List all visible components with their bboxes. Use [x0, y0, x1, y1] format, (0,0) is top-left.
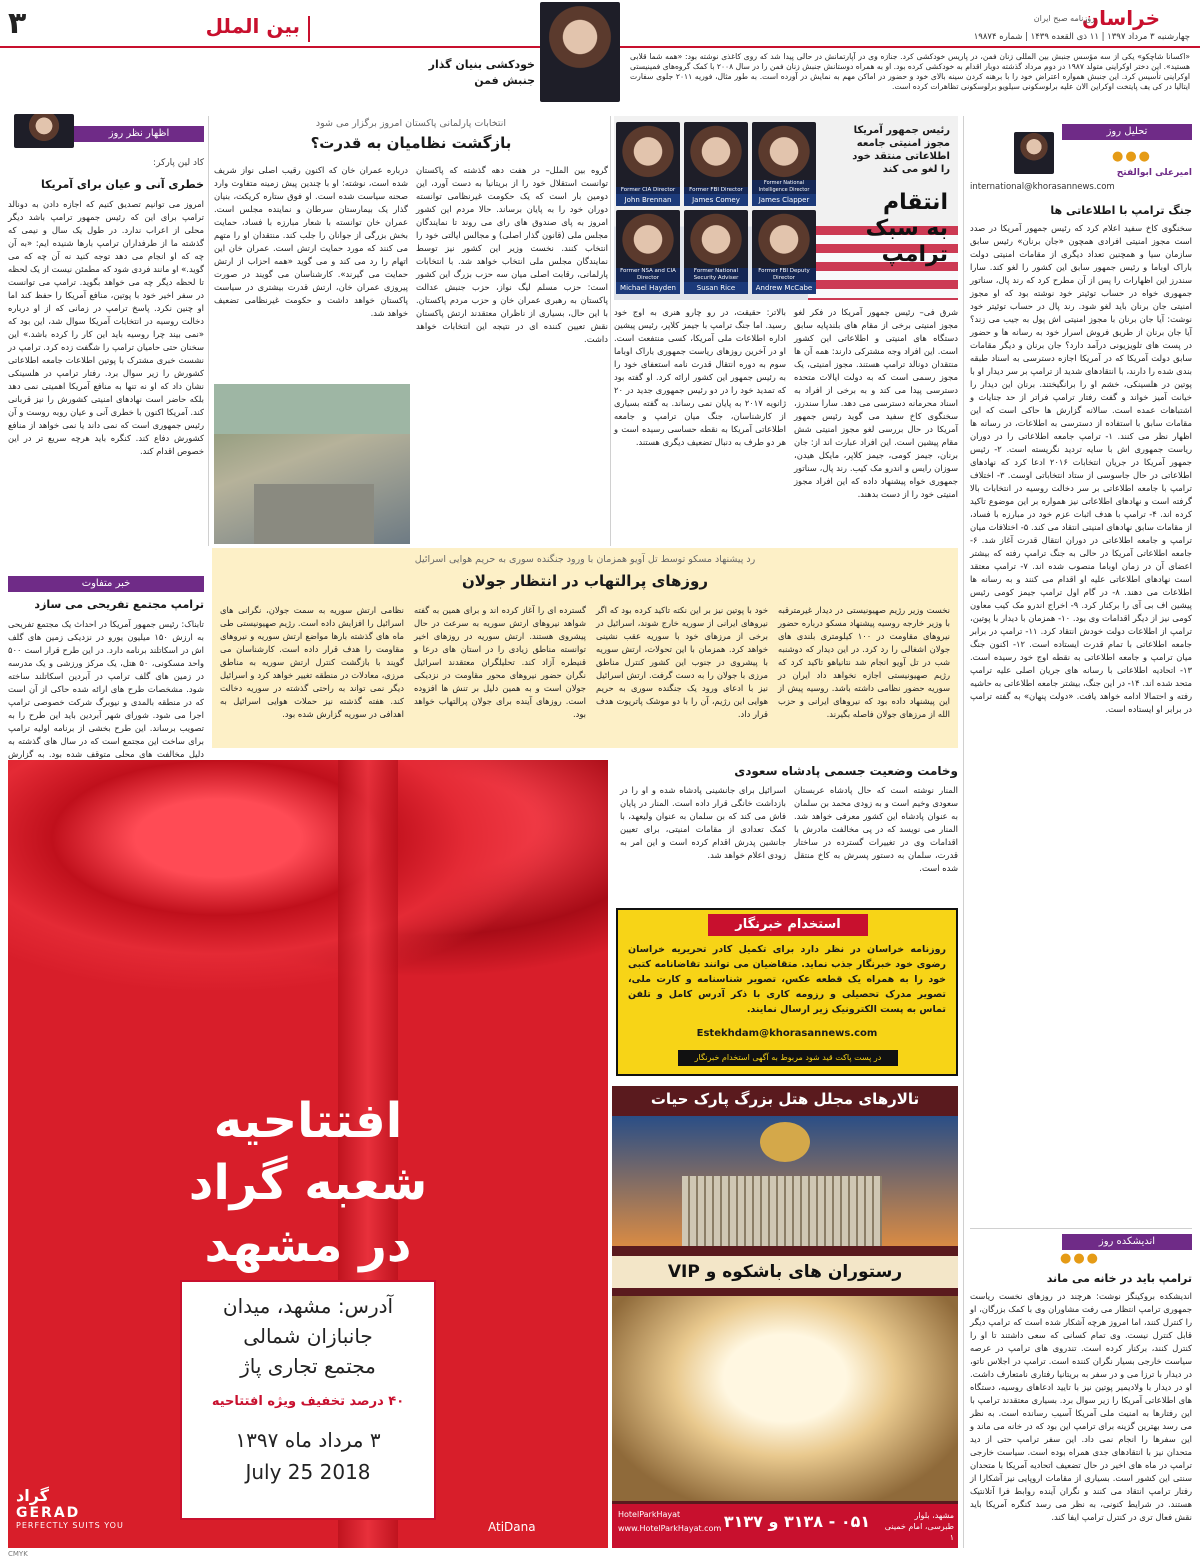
pakistan-body-2: درباره عمران خان که اکنون رقیب اصلی نواز شریف شده است، نوشته: او با چندین پیش زمینه متفاوت وارد صحنه سیاست شده است. او فوق ستاره کریکت، بنیان گذار یک بیمارستان سرطان و نماینده مجلس است. عمران خان توانسته با شعار مبارزه با فساد، حمایت بخش بزرگی از جوانان را جلب کند. منتقدان او را متهم می کنند که مورد حمایت ارتش است. عمران خان این اتهام را رد می کند و می گوید «همه احزاب از ارتش حمایت می گیرند». کارشناسان می گویند در صورت پیروزی عمران خان، ارتش قدرت بیشتری در سیاست پاکستان خواهد داشت و حکومت غیرنظامی تضعیف خواهد شد. — [214, 165, 408, 318]
ornament-dots: ●●● — [1111, 149, 1153, 164]
hotel-subtitle: رستوران های باشکوه و VIP — [612, 1256, 958, 1288]
official-role: Former National Intelligence Director — [752, 180, 816, 194]
official-name: Susan Rice — [684, 282, 748, 294]
feature-body-1: شرق فی– رئیس جمهور آمریکا در فکر لغو مجوز امنیتی برخی از مقام های بلندپایه سابق دستگاه های امنیتی و اطلاعاتی این کشور است. این افراد وجه مشترکی دارند: همه آن ها منتقدان دونالد ترامپ هستند. مجوز امنیتی، یک مجوز رسمی است که به دولت ایالات متحده دسترسی پیدا می کند و به برخی از افراد به اسناد محرمانه دسترسی می دهد. سارا سندرز، سخنگوی کاخ سفید می گوید رئیس جمهور آمریکا در حال بررسی لغو مجوز امنیتی شش مقام پیشین است. این افراد عبارت اند از: جان برنان، جیمز کومی، جیمز کلاپر، مایکل هیدن، سوزان رایس و اندرو مک کیب. رند پال، سناتور جمهوری خواه پیشنهاد داده که این افراد مجوز امنیتی خود را از دست بدهند. — [794, 307, 958, 499]
gerad-title-2: شعبه گراد — [188, 1155, 428, 1211]
author-name: امیرعلی ابوالفتح — [1116, 168, 1192, 178]
official-photo — [752, 210, 816, 294]
official-name: James Clapper — [752, 194, 816, 206]
feature-headline — [810, 124, 950, 176]
teaser-text: «اکسانا شاچکو» یکی از سه مؤسس جنبش بین المللی زنان فمن، در پاریس خودکشی کرد. جنازه وی در آپارتمانش در حالی پیدا شد که روی کاغذی نوشته بود: «همه شما قلابی هستید». این دختر اوکراینی متولد ۱۹۸۷ در دوم مرداد گذشته دوبار اقدام به خودکشی کرده بود. او به همراه دوستانش جنبش زنان فمن را در سال ۲۰۰۸ با کمک گروه‌های فمینیستی اوکراینی تأسیس کرد. این جنبش همواره اعتراض خود را با برهنه کردن سینه بالای خود و حضور در اماکن مهم به نمایش در آورده است. به طور مثال، فوریه ۲۰۱۱ جلوی سفارت ایتالیا در کی یف پایتخت اوکراین الان علیه برلوسکونی سیلویو برلوسکونی تظاهرات کرده است. — [629, 52, 1190, 91]
pakistan-body-1: گروه بین الملل– در هفت دهه گذشته که پاکستان توانست استقلال خود را از بریتانیا به دست آورد، این دومین بار است که یک حکومت غیرنظامی توانسته دوران خود را به پایان برساند. حالا مردم این کشور امروز به پای صندوق های رای می روند تا نمایندگان مجلس ملی (قانون گذار اصلی) و مجالس ایالتی خود را انتخاب کنند. نخست وزیر این کشور نیز توسط نمایندگان مجلس ملی انتخاب خواهد شد. با انتخابات پارلمانی، رقابت اصلی میان سه حزب بزرگ این کشور است: حزب مسلم لیگ نواز، حزب جنبش عدالت پاکستان به رهبری عمران خان و حزب مردم پاکستان. با این حال، بسیاری از ناظران معتقدند ارتش پاکستان نقش تعیین کننده ای در نتیجه این انتخابات خواهد داشت. — [416, 165, 608, 344]
logo-subtitle: روزنامه صبح ایران — [1033, 14, 1095, 23]
ad-hotel[interactable] — [612, 1086, 958, 1548]
official-photo — [684, 122, 748, 206]
column-rule — [963, 116, 964, 1548]
official-name: James Comey — [684, 194, 748, 206]
opinion-body: امروز می توانیم تصدیق کنیم که اجازه دادن به دونالد ترامپ برای این که رئیس جمهور ترامپ باشد دیگر محلی از اعراب ندارد. در طول یک سال و نیمی که گذشته ما از طرفداران ترامپ بارها شنیده ایم: «به آن چه که او انجام می دهد توجه کنید نه آن چه که می گوید.» او مانند فردی شود که مطمئن نیست از یک لحظه تا لحظه دیگر چه می خواهد بگوید. ترامپ می توانست در سفر اخیر خود با پوتین، منافع آمریکا را حفظ کند اما او چنین نکرد. پاسخ ترامپ در زمانی که از او درباره دخالت روسیه در انتخابات آمریکا سوال شد، این بود که «نمی بیند چرا روسیه باید این کار را کرده باشد.» این سخنان حتی حامیان ترامپ را شگفت زده کرد. ترامپ در نشست خبری مشترک با پوتین اطلاعات جامعه اطلاعاتی کشورش را زیر سوال برد. رفتار ترامپ در هلسینکی نشان داد که او نه تنها به منافع آمریکا اهمیتی نمی دهد بلکه حاضر است نهادهای امنیتی کشورش را نیز قربانی کند. آمریکا اکنون با خطری آنی و عیان روبه روست و آن رئیس جمهوری است که نمی داند یا نمی خواهد از منافع کشورش دفاع کند. کنگره باید هرچه سریع تر در این خصوص اقدام کند. — [8, 199, 204, 456]
teaser-title-2: جنبش فمن — [474, 74, 535, 87]
jobs-body: روزنامه خراسان در نظر دارد برای تکمیل کادر تحریریه خراسان رضوی خود خبرنگار جذب نماید. متقاضیان می توانند تقاضانامه کتبی خود را به همراه یک قطعه عکس، تصویر شناسنامه و کارت ملی، تصویر مدرک تحصیلی و رزومه کاری با ذکر آدرس کامل و تلفن تماس به پست الکترونیک زیر ارسال نمایند. — [628, 944, 946, 1015]
gerad-address-1: آدرس: مشهد، میدان — [222, 1294, 394, 1318]
official-name: John Brennan — [616, 194, 680, 206]
left-column — [8, 110, 204, 759]
ad-jobs[interactable] — [616, 908, 958, 1076]
teaser-title-1: خودکشی بنیان گذار — [428, 58, 535, 71]
header-divider — [308, 16, 310, 42]
ribbon-bow — [8, 760, 608, 1020]
official-role: Former FBI Deputy Director — [752, 268, 816, 282]
section-title: بین الملل — [205, 14, 300, 38]
author-email: international@khorasannews.com — [970, 182, 1115, 192]
pakistan-kicker: انتخابات پارلمانی پاکستان امروز برگزار می شود — [315, 118, 507, 129]
partner-logo: AtiDana — [488, 1520, 536, 1534]
analysis-label: تحلیل روز — [1062, 124, 1192, 140]
gerad-title-3: در مشهد — [204, 1217, 412, 1273]
saudi-body-2: اسرائیل برای جانشینی پادشاه شده و او را در بازداشت خانگی قرار داده است. المنار در پایان فاش می کند که بن سلمان به عنوان ولیعهد، با کمک تعدادی از مقامات امنیتی، برای تعیین جانشین پدرش اقدام کرده است و این امر به زودی اعلام خواهد شد. — [620, 785, 786, 860]
different-news-label: خبر متفاوت — [8, 576, 204, 592]
big-title-1: انتقام — [882, 190, 948, 215]
cmyk-mark: CMYK — [8, 1550, 28, 1558]
gerad-logo — [16, 1486, 166, 1542]
official-role: Former NSA and CIA Director — [616, 268, 680, 282]
masthead — [973, 6, 1190, 44]
author-photo — [1014, 132, 1054, 174]
ad-gerad[interactable] — [8, 760, 608, 1548]
hotel-logo-icon — [760, 1122, 810, 1162]
photo-sky — [214, 384, 410, 434]
different-news-title: ترامپ مجتمع تفریحی می سازد — [34, 598, 204, 611]
official-photo — [616, 122, 680, 206]
gerad-date-fa: ۳ مرداد ماه ۱۳۹۷ — [235, 1428, 381, 1452]
hall-photo — [612, 1296, 958, 1501]
address-card — [180, 1280, 436, 1520]
gerad-brand: GERAD — [16, 1505, 81, 1521]
golan-body-4: نظامی ارتش سوریه به سمت جولان، نگرانی های اسرائیل را افزایش داده است. رژیم صهیونیستی طی ماه های گذشته بارها مواضع ارتش سوریه و نیروهای مقاومت را هدف قرار داده است. کارشناسان می گویند با بازگشت کنترل ارتش سوریه به مناطق مرزی، معادلات در منطقه تغییر خواهد کرد و اسرائیل دیگر نمی تواند به راحتی گذشته در سوریه دخالت کند. هفته گذشته نیز حملات هوایی اسرائیل به اهدافی در سوریه گزارش شده بود. — [220, 605, 404, 719]
gerad-address-3: مجتمع تجاری پاژ — [240, 1354, 376, 1378]
official-role: Former National Security Adviser — [684, 268, 748, 282]
page-number: ۳ — [8, 6, 27, 41]
gerad-title-1: افتتاحیه — [213, 1093, 403, 1149]
hotel-building — [682, 1176, 882, 1246]
jobs-footer: در پست پاکت قید شود مربوط به آگهی استخدام خبرنگار — [678, 1050, 898, 1066]
hotel-address: مشهد، بلوار طبرسی، امام خمینی ۱ — [884, 1511, 954, 1542]
official-role: Former FBI Director — [684, 187, 748, 194]
official-name: Andrew McCabe — [752, 282, 816, 294]
golan-box — [212, 548, 958, 748]
issue-date: چهارشنبه ۳ مرداد ۱۳۹۷ | ۱۱ ذی القعده ۱۴۳۹ | شماره ۱۹۸۷۴ — [973, 32, 1190, 42]
photo-road — [254, 484, 374, 544]
headline-line-4: را لغو می کند — [882, 164, 950, 175]
gerad-date-en: July 25 2018 — [245, 1460, 371, 1484]
logo: خراسان — [1082, 6, 1160, 30]
opinion-author: کاد لین پارکر: — [153, 158, 204, 168]
saudi-title: وخامت وضعیت جسمی پادشاه سعودی — [734, 764, 958, 778]
hotel-web-1[interactable]: HotelParkHayat — [618, 1510, 681, 1519]
gerad-tagline: PERFECTLY SUITS YOU — [16, 1521, 124, 1530]
hotel-phone[interactable]: ۰۵۱ - ۳۱۳۸ و ۳۱۳۷ — [723, 1512, 871, 1531]
analysis-title: جنگ ترامپ با اطلاعاتی ها — [1050, 204, 1192, 217]
official-photo — [752, 122, 816, 206]
official-photo — [616, 210, 680, 294]
opinion-label: اظهار نظر روز — [74, 126, 204, 142]
opinion-photo — [14, 114, 74, 148]
pakistan-title: بازگشت نظامیان به قدرت؟ — [310, 134, 512, 152]
page-header — [0, 0, 1200, 110]
thinktank-title: ترامپ باید در خانه می ماند — [1046, 1272, 1192, 1285]
headline-line-3: اطلاعاتی منتقد خود — [852, 151, 950, 162]
thinktank-label: اندیشکده روز — [1062, 1234, 1192, 1250]
official-photo — [684, 210, 748, 294]
ornament-dots-2: ●●● — [1059, 1251, 1101, 1266]
big-title-3: ترامپ — [881, 242, 948, 267]
analysis-body: سخنگوی کاخ سفید اعلام کرد که رئیس جمهور آمریکا در صدد است مجوز امنیتی افرادی همچون «جان برنان» رئیس سابق سازمان سیا و همچنین تعداد دیگری از مقامات امنیتی دولت باراک اوباما و رئیس جمهور سابق این کشور را لغو کند. سارا سندرز این اظهارات را پس از آن مطرح کرد که رند پال، سناتور جمهوری خواه در حساب توئیتر خود نوشته بود که او مجوز امنیتی جان برنان باید لغو شود. رند پال در حساب توئیتر خود نوشت: آیا جان برنان با مجوز امنیتی اش پول به جیب می زند؟ آیا جان برنان از طریق فروش اسرار خود به رسانه ها و حضور در پست های تلویزیونی درآمد دارد؟ جان برنان و دیگر مقامات سابق دولت آمریکا که در آمریکا اجازه دسترسی به اسناد طبقه بندی شده را دارند، با انتقادهای شدید از ترامپ بر سر دیدار او با پوتین در هلسینکی، خشم او را برانگیختند. برنان این دیدار را خیانت آمیز خواند و گفت رفتار ترامپ فراتر از حد جنایات و اشتباهات عمده است. سالانه گزارش ها حاکی است که این مقامات سابق با استفاده از دسترسی به اطلاعات، در رسانه ها اظهار نظر می کنند. ۱- ترامپ جامعه اطلاعاتی را در دوران ریاست جمهوری اش با سایه تردید نگریسته است. ۲- رئیس جمهور آمریکا در جریان انتخابات ۲۰۱۶ ادعا کرد که نهادهای اطلاعاتی در حال جاسوسی از ستاد انتخاباتی اوست. ۳- اختلاف ترامپ با جامعه اطلاعاتی بر سر دخالت روسیه در انتخابات بالا گرفته است و نهادهای اطلاعاتی نیز همواره بر این موضوع تاکید کرده اند. ۴- ترامپ با هدف اثبات عزم خود در مبارزه با فساد، از مقامات سابق نهادهای امنیتی انتقاد می کند. ۵- اختلافات میان ترامپ و جامعه اطلاعاتی در دوران انتقال قدرت آغاز شد. ۶- جامعه اطلاعاتی آمریکا در حالی به جنگ ترامپ رفته که بیشتر اعضای آن در زمان اوباما منصوب شده اند. ۷- ترامپ معتقد است نهادهای اطلاعاتی علیه او اقدام می کنند و به رسانه ها اطلاعات می دهند. ۸- در گام اول ترامپ جیمز کومی رئیس پیشین اف بی آی را برکنار کرد. ۹- اخراج اندرو مک کیب معاون کومی نیز از دیگر اقدامات وی بود. ۱۰- همزمان با دیدار با پوتین، ترامپ از اطلاعات دولت خودش انتقاد کرد. ۱۱- ترامپ در برابر جامعه اطلاعاتی با تمام قدرت ایستاده است. ۱۲- اکنون جنگ میان ترامپ و جامعه اطلاعاتی به نقطه اوج خود رسیده است. ۱۳- اتحادیه اطلاعاتی با رسانه های جریان اصلی علیه ترامپ متحد شده اند. ۱۴- در این جنگ، بیشتر جامعه اطلاعاتی به حاشیه رفته و احتمالا ادامه خواهد یافت. «دولت پنهان» به گفته ترامپ در برابر او ایستاده است. — [969, 223, 1192, 714]
golan-title: روزهای پرالتهاب در انتظار جولان — [461, 572, 709, 590]
saudi-body-1: المنار نوشته است که حال پادشاه عربستان سعودی وخیم است و به زودی محمد بن سلمان به عنوان پادشاه این کشور معرفی خواهد شد. المنار می نویسد که در پی مخالفت مادرش با اقدامات وی در تغییرات گسترده در ساختار قدرت، سلمان به دستور پسرش به کاخ منتقل شده است. — [794, 785, 958, 873]
jobs-title: استخدام خبرنگار — [708, 914, 868, 936]
golan-body-1: نخست وزیر رژیم صهیونیستی در دیدار غیرمترقبه با وزیر خارجه روسیه پیشنهاد مسکو درباره حضور نیروهای مقاومت در ۱۰۰ کیلومتری بلندی های جولان اشغالی را رد کرد. در این دیدار که دوشنبه شب در تل آویو انجام شد نتانیاهو تاکید کرد که رژیم صهیونیستی اجازه نخواهد داد ایران در سوریه حضور نظامی داشته باشد. روسیه پیش از این پیشنهاد داده بود که نیروهای ایرانی و حزب الله از مرزهای جولان فاصله بگیرند. — [778, 605, 950, 719]
feature-graphic — [614, 116, 958, 300]
feature-body-2: بالاتر: حقیقت، در رو چارو هنری به اوج خود رسید. اما جنگ ترامپ با جیمز کلاپر، رئیس پیشین اداره اطلاعات ملی آمریکا، کسی منتفعت است. او در آخرین روزهای ریاست جمهوری باراک اوباما سوم به دوره انتقال قدرت نامه استعفای خود را به رئیس جمهور این کشور ارائه کرد. او گفته بود که تمدید خود را در دو رئیس جمهوری جدید در ۲۰ ژانویه ۲۰۱۷ به پایان نمی رساند. به گفته بسیاری از کارشناسان، جنگ میان ترامپ و جامعه اطلاعاتی آمریکا به نقطه حساسی رسیده است و هر دو طرف به دنبال تضعیف دیگری هستند. — [614, 307, 787, 447]
hotel-web-2[interactable]: www.HotelParkHayat.com — [618, 1524, 722, 1533]
column-rule — [610, 116, 611, 546]
headline-line-1: رئیس جمهور آمریکا — [853, 125, 950, 136]
feature-big-title — [808, 190, 948, 268]
official-role: Former CIA Director — [616, 187, 680, 194]
gerad-headline — [8, 1090, 608, 1276]
big-title-2: به سبک — [865, 216, 948, 241]
gerad-address-2: جانبازان شمالی — [243, 1324, 373, 1348]
hotel-title: تالارهای مجلل هتل بزرگ پارک حیات — [650, 1090, 920, 1108]
headline-line-2: مجوز امنیتی جامعه — [856, 138, 950, 149]
gerad-offer: ۴۰ درصد تخفیف ویژه افتتاحیه — [211, 1394, 405, 1409]
teaser-photo — [540, 2, 620, 102]
right-column — [970, 116, 1192, 1548]
jobs-email[interactable]: Estekhdam@khorasannews.com — [696, 1028, 878, 1039]
official-name: Michael Hayden — [616, 282, 680, 294]
opinion-title: خطری آنی و عیان برای آمریکا — [40, 178, 204, 191]
golan-kicker: رد پیشنهاد مسکو توسط تل آویو همزمان با ورود جنگنده سوری به حریم هوایی اسرائیل — [414, 554, 756, 565]
right-divider — [970, 1228, 1192, 1229]
column-rule — [208, 116, 209, 546]
gerad-brand-fa: گراد — [16, 1486, 49, 1505]
golan-body-3: گسترده ای را آغاز کرده اند و برای همین به گفته شواهد نیروهای ارتش سوریه به سرعت در حال پیشروی هستند. ارتش سوریه در روزهای اخیر توانسته مناطق زیادی را در استان های درعا و قنیطره آزاد کند. تحلیلگران معتقدند اسرائیل نگران حضور نیروهای محور مقاومت در نزدیکی جولان است و به همین دلیل بر تنش ها افزوده است. روزهای آینده برای جولان پرالتهاب خواهد بود. — [414, 605, 586, 719]
thinktank-body: اندیشکده بروکینگز نوشت: هرچند در روزهای نخست ریاست جمهوری ترامپ انتظار می رفت مشاوران وی با کمک بزرگان، او را کنترل کنند، اما امروز هرچه آشکار شده است که ترامپ دیگر قابل کنترل نیست. وی تمام کسانی که سعی داشتند تا او را کنترل کنند، برکنار کرده است. تندروی های ترامپ در عرصه سیاست خارجی بسیار نگران کننده است. ترامپ در اجلاس ناتو، در دیدار با ترزا می و در سفر به بریتانیا رفتاری نامتعارف داشت. او در دیدار با ولادیمیر پوتین نیز با تایید ادعاهای روسیه، دستگاه های اطلاعاتی آمریکا را زیر سوال برد. بسیاری معتقدند ترامپ با این رفتارها به امنیت ملی آمریکا آسیب رسانده است. به نظر می رسد بهترین گزینه برای ترامپ این بود که در خانه می ماند و این سفرها را انجام نمی داد. این سفر ترامپ حتی از دید متحدان نیز با انتقادهای جدی همراه بوده است. سیاست خارجی ترامپ در ماه های اخیر در حال تضعیف اتحادیه آمریکا با متحدان سنتی این کشور است. بسیاری از مقامات اروپایی نیز آشکارا از رفتار ترامپ انتقاد می کنند و نگران آینده روابط فرا آتلانتیک هستند. در شرایط کنونی، به نظر می رسد کنگره آمریکا باید نقش فعال تری در کنترل ترامپ ایفا کند. — [970, 1291, 1192, 1522]
golan-body-2: خود با پوتین نیز بر این نکته تاکید کرده بود که اگر نیروهای ایرانی از سوریه خارج شوند، اسرائیل در برخی از مرزهای خود با سوریه عقب نشینی خواهد کرد. همزمان با این تحولات، ارتش سوریه با پیشروی در جنوب این کشور کنترل مناطق مرزی با جولان را به دست گرفت. ارتش اسرائیل نیز با ادعای ورود یک جنگنده سوری به حریم هوایی این رژیم، آن را با دو موشک پاتریوت هدف قرار داد. — [596, 605, 768, 719]
different-news-body: تابناک: رئیس جمهور آمریکا در احداث یک مجتمع تفریحی به ارزش ۱۵۰ میلیون یورو در نزدیکی زمین های گلف اش در اسکاتلند برنامه دارد. در این طرح قرار است ۵۰۰ واحد مسکونی، ۵۰ هتل، یک مرکز ورزشی و یک مدرسه در زمین های گلف ترامپ در آبردین اسکاتلند ساخته شود. مشخصات طرح های ارائه شده حاکی از آن است که در منطقه بالمدی و نیوبرگ شرکت خصوصی ترامپ اجرا می شود. شورای شهر آبردین باید این طرح را به تصویب برساند. این طرح بخشی از برنامه اولیه ترامپ برای ساخت این مجتمع است که در سال های گذشته به دلیل مخالفت های محلی متوقف شده بود. به گزارش — [8, 619, 204, 759]
photo-grid — [616, 122, 816, 296]
pakistan-street-photo — [214, 384, 410, 544]
